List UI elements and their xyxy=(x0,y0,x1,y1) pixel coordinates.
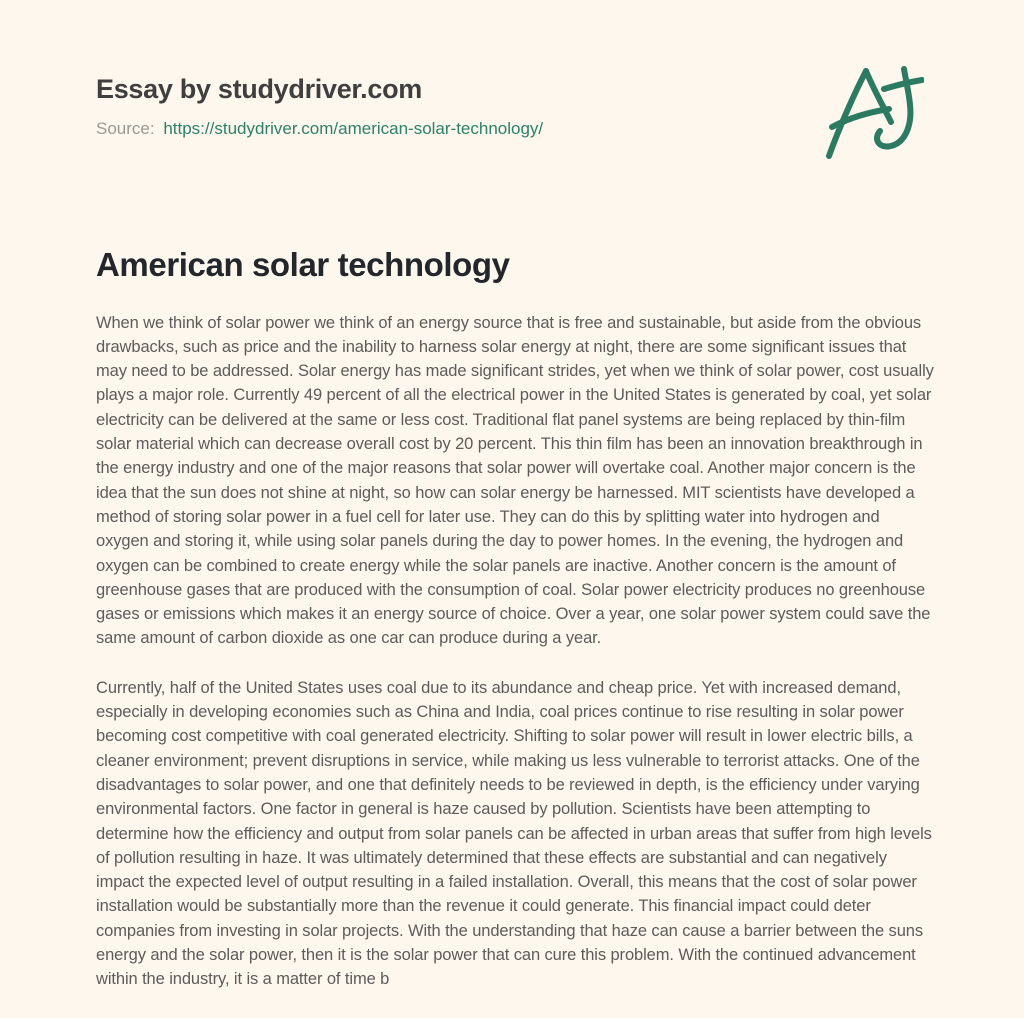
article-body xyxy=(96,311,936,992)
document-header xyxy=(96,74,936,139)
article xyxy=(96,245,936,992)
essay-by-heading: Essay by studydriver.com xyxy=(96,74,422,104)
studydriver-logo-icon xyxy=(822,56,924,162)
article-paragraph-1: When we think of solar power we think of an energy source that is free and sustainable, but aside from the obvious drawbacks, such as price and the inability to harness solar energy at night, there are some significant issues that may need to be addressed. Solar energy has made significant strides, yet when we think of solar power, cost usually plays a major role. Currently 49 percent of all the electrical power in the United States is generated by coal, yet solar electricity can be delivered at the same or less cost. Traditional flat panel systems are being replaced by thin-film solar material which can decrease overall cost by 20 percent. This thin film has been an innovation breakthrough in the energy industry and one of the major reasons that solar power will overtake coal. Another major concern is the idea that the sun does not shine at night, so how can solar energy be harnessed. MIT scientists have developed a method of storing solar power in a fuel cell for later use. They can do this by splitting water into hydrogen and oxygen and storing it, while using solar panels during the day to power homes. In the evening, the hydrogen and oxygen can be combined to create energy while the solar panels are inactive. Another concern is the amount of greenhouse gases that are produced with the consumption of coal. Solar power electricity produces no greenhouse gases or emissions which makes it an energy source of choice. Over a year, one solar power system could save the same amount of carbon dioxide as one car can produce during a year. xyxy=(96,313,934,648)
article-paragraph-2: Currently, half of the United States uses coal due to its abundance and cheap price. Yet with increased demand, especially in developing economies such as China and India, coal prices continue to rise resulting in solar power becoming cost competitive with coal generated electricity. Shifting to solar power will result in lower electric bills, a cleaner environment; prevent disruptions in service, while making us less vulnerable to terrorist attacks. One of the disadvantages to solar power, and one that definitely needs to be reviewed in depth, is the efficiency under varying environmental factors. One factor in general is haze caused by pollution. Scientists have been attempting to determine how the efficiency and output from solar panels can be affected in urban areas that suffer from high levels of pollution resulting in haze. It was ultimately determined that these effects are substantial and can negatively impact the expected level of output resulting in a failed installation. Overall, this means that the cost of solar power installation would be substantially more than the revenue it could generate. This financial impact could deter companies from investing in solar projects. With the understanding that haze can cause a barrier between the suns energy and the solar power, then it is the solar power that can cure this problem. With the continued advancement within the industry, it is a matter of time b xyxy=(96,678,932,989)
source-link[interactable]: https://studydriver.com/american-solar-technology/ xyxy=(163,119,544,138)
source-label: Source: xyxy=(96,119,155,138)
source-line xyxy=(96,119,936,139)
article-title: American solar technology xyxy=(96,246,510,283)
